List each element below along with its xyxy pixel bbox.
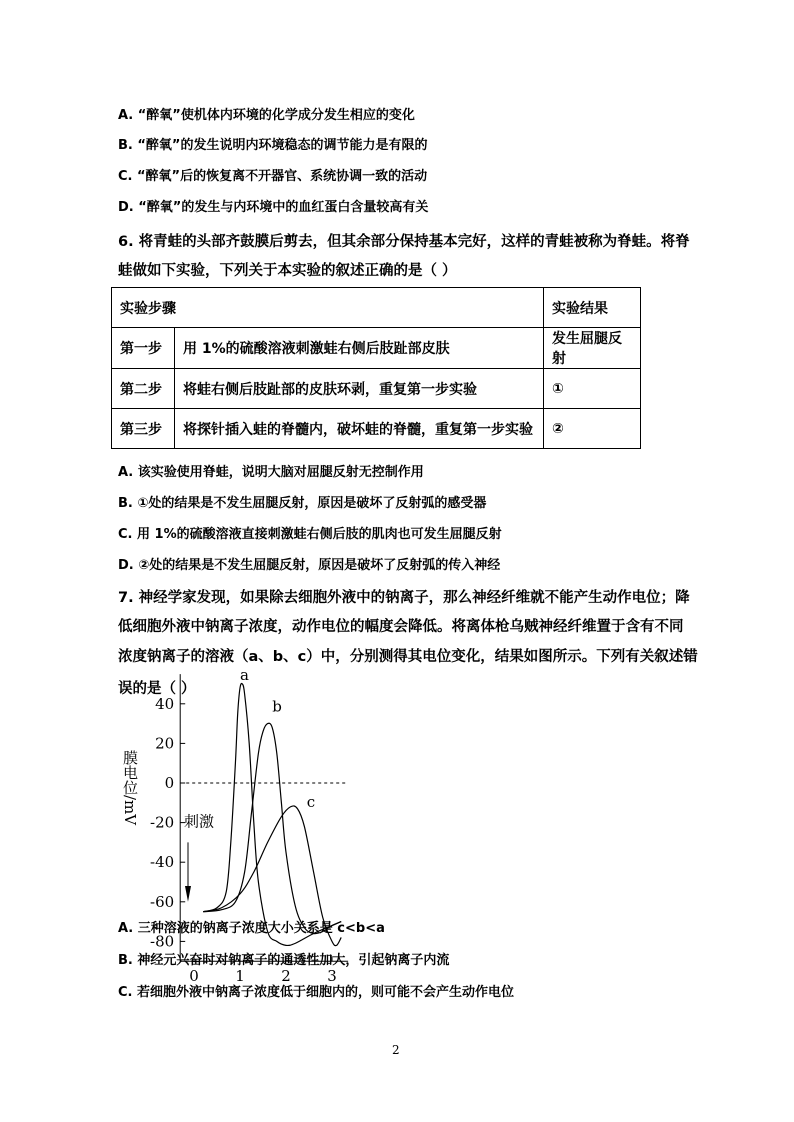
q7-option-a: A. 三种溶液的钠离子浓度大小关系是 c<b<a xyxy=(118,921,385,936)
q6-option-c: C. 用 1%的硫酸溶液直接刺激蛙右侧后肢的肌肉也可发生屈腿反射 xyxy=(118,527,502,542)
y-tick-label: -40 xyxy=(150,853,175,872)
q6-option-a: A. 该实验使用脊蛙，说明大脑对屈腿反射无控制作用 xyxy=(118,465,424,480)
q6-option-b: B. ①处的结果是不发生屈腿反射，原因是破坏了反射弧的感受器 xyxy=(118,496,487,511)
y-tick-label: -20 xyxy=(150,813,175,832)
step-procedure: 将蛙右侧后肢趾部的皮肤环剥，重复第一步实验 xyxy=(175,369,544,409)
y-tick-label: 20 xyxy=(155,734,175,753)
table-row xyxy=(112,409,641,449)
step-label: 第一步 xyxy=(112,328,175,369)
q7-stem-line3: 浓度钠离子的溶液（a、b、c）中，分别测得其电位变化，结果如图所示。下列有关叙述错 xyxy=(118,649,698,665)
x-tick-label: 3 xyxy=(327,967,337,986)
step-label: 第二步 xyxy=(112,369,175,409)
step-procedure: 用 1%的硫酸溶液刺激蛙右侧后肢趾部皮肤 xyxy=(175,328,544,369)
q7-stem-line1: 7. 神经学家发现，如果除去细胞外液中的钠离子，那么神经纤维就不能产生动作电位；降 xyxy=(118,590,690,606)
q6-stem-line1: 6. 将青蛙的头部齐鼓膜后剪去，但其余部分保持基本完好，这样的青蛙被称为脊蛙。将脊 xyxy=(118,234,690,250)
y-tick-label: -60 xyxy=(150,892,175,911)
series-label-b: b xyxy=(272,697,282,716)
table-row xyxy=(112,369,641,409)
header-steps: 实验步骤 xyxy=(112,288,544,328)
q6-option-d: D. ②处的结果是不发生屈腿反射，原因是破坏了反射弧的传入神经 xyxy=(118,558,501,573)
q7-option-c: C. 若细胞外液中钠离子浓度低于细胞内的，则可能不会产生动作电位 xyxy=(118,985,515,1000)
table-header-row xyxy=(112,288,641,328)
stimulus-label: 刺激 xyxy=(184,812,215,831)
series-label-a: a xyxy=(240,666,249,685)
q5-option-a: A. “醉氧”使机体内环境的化学成分发生相应的变化 xyxy=(118,108,415,123)
q5-option-c: C. “醉氧”后的恢复离不开器官、系统协调一致的活动 xyxy=(118,169,428,184)
table-row xyxy=(112,328,641,369)
step-procedure: 将探针插入蛙的脊髓内，破坏蛙的脊髓，重复第一步实验 xyxy=(175,409,544,449)
q7-option-b: B. 神经元兴奋时对钠离子的通透性加大，引起钠离子内流 xyxy=(118,953,450,968)
page-number: 2 xyxy=(392,1043,400,1057)
step-result: 发生屈腿反射 xyxy=(544,328,641,369)
y-axis-label: 膜电位/mV xyxy=(121,750,139,826)
x-tick-label: 2 xyxy=(281,967,291,986)
y-tick-label: 0 xyxy=(164,774,175,792)
series-line-b xyxy=(203,723,341,933)
step-result: ② xyxy=(544,409,641,449)
q7-stem-line2: 低细胞外液中钠离子浓度，动作电位的幅度会降低。将离体枪乌贼神经纤维置于含有不同 xyxy=(118,619,684,635)
stimulus-arrow-head xyxy=(185,886,191,902)
q6-stem-line2: 蛙做如下实验，下列关于本实验的叙述正确的是（ ） xyxy=(118,263,457,279)
y-tick-label: -80 xyxy=(150,932,175,951)
header-result: 实验结果 xyxy=(544,288,641,328)
x-tick-label: 0 xyxy=(189,967,199,986)
q7-stem-line4: 误的是（ ） xyxy=(118,681,196,697)
experiment-table xyxy=(111,287,641,449)
step-label: 第三步 xyxy=(112,409,175,449)
series-label-c: c xyxy=(306,792,316,811)
q5-option-b: B. “醉氧”的发生说明内环境稳态的调节能力是有限的 xyxy=(118,138,428,153)
step-result: ① xyxy=(544,369,641,409)
q5-option-d: D. “醉氧”的发生与内环境中的血红蛋白含量较高有关 xyxy=(118,200,429,215)
y-tick-label: 40 xyxy=(155,694,175,713)
x-tick-label: 1 xyxy=(235,967,245,986)
